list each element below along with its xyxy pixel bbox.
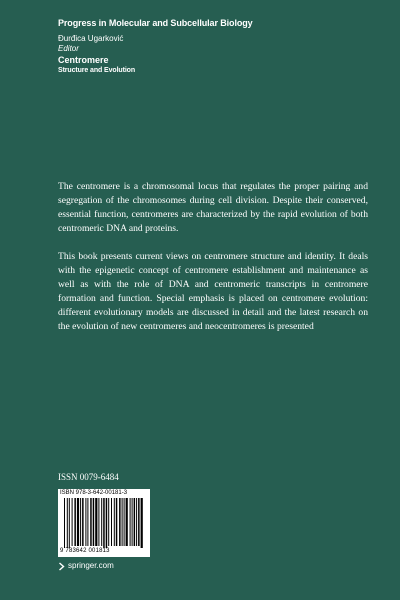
barcode-bar — [72, 498, 73, 546]
barcode-bar — [136, 498, 137, 546]
barcode-bar — [116, 498, 118, 546]
barcode-bar — [126, 498, 128, 546]
cover-header — [58, 17, 378, 75]
barcode-bar — [138, 498, 140, 546]
barcode-bar — [82, 498, 84, 546]
barcode-bar — [93, 498, 95, 546]
barcode-isbn-text: ISBN 978-3-642-00181-3 — [60, 490, 128, 496]
chevron-right-icon — [58, 562, 65, 571]
publisher-link[interactable] — [58, 561, 114, 571]
barcode-bar — [69, 498, 70, 548]
barcode-bar — [122, 498, 123, 546]
blurb-paragraph-2: This book presents current views on centromere structure and identity. It deals with the epigenetic concept of centromere establishment and maintenance as well as with the role of DNA and centromeric transcripts in centromere formation and function. Special emphasis is placed on centromere evolution: different evolutionary models are discussed in detail and the latest research on the evolution of new centromeres and neocentromeres is presented — [58, 251, 368, 332]
barcode-bar — [64, 498, 65, 548]
barcode-bar — [103, 498, 105, 548]
book-title: Centromere — [58, 55, 109, 65]
blurb — [58, 180, 368, 348]
barcode-bar — [77, 498, 79, 546]
isbn-barcode — [58, 489, 150, 557]
editor-name: Đurđica Ugarković — [58, 34, 124, 43]
blurb-paragraph-1: The centromere is a chromosomal locus that regulates the proper pairing and segregation of the chromosomes during cell division. Despite their conserved, essential function, centromeres are characterized by the rapid evolution of both centromeric DNA and proteins. — [58, 181, 368, 234]
barcode-bar — [87, 498, 88, 546]
book-subtitle: Structure and Evolution — [58, 67, 136, 74]
barcode-bar — [108, 498, 109, 546]
barcode-bar — [98, 498, 99, 546]
barcode-bar — [114, 498, 115, 546]
series-title: Progress in Molecular and Subcellular Biology — [58, 18, 253, 28]
barcode-bar — [106, 498, 108, 548]
barcode-bar — [124, 498, 125, 546]
barcode-bar — [101, 498, 102, 546]
barcode-bar — [74, 498, 76, 546]
barcode-bar — [130, 498, 131, 546]
issn-number: ISSN 0079-6484 — [58, 472, 119, 482]
publisher-name: springer.com — [68, 561, 114, 570]
barcode-bars — [58, 489, 150, 557]
barcode-bar — [111, 498, 112, 546]
barcode-bar — [141, 498, 143, 548]
barcode-bar — [85, 498, 86, 546]
barcode-bar — [132, 498, 133, 546]
barcode-bar — [134, 498, 136, 546]
barcode-digits: 9 783642 001813 — [60, 548, 110, 554]
barcode-bar — [67, 498, 68, 548]
barcode-bar — [80, 498, 81, 546]
editor-label: Editor — [58, 44, 79, 53]
barcode-bar — [95, 498, 97, 546]
barcode-bar — [90, 498, 92, 546]
barcode-bar — [119, 498, 121, 546]
